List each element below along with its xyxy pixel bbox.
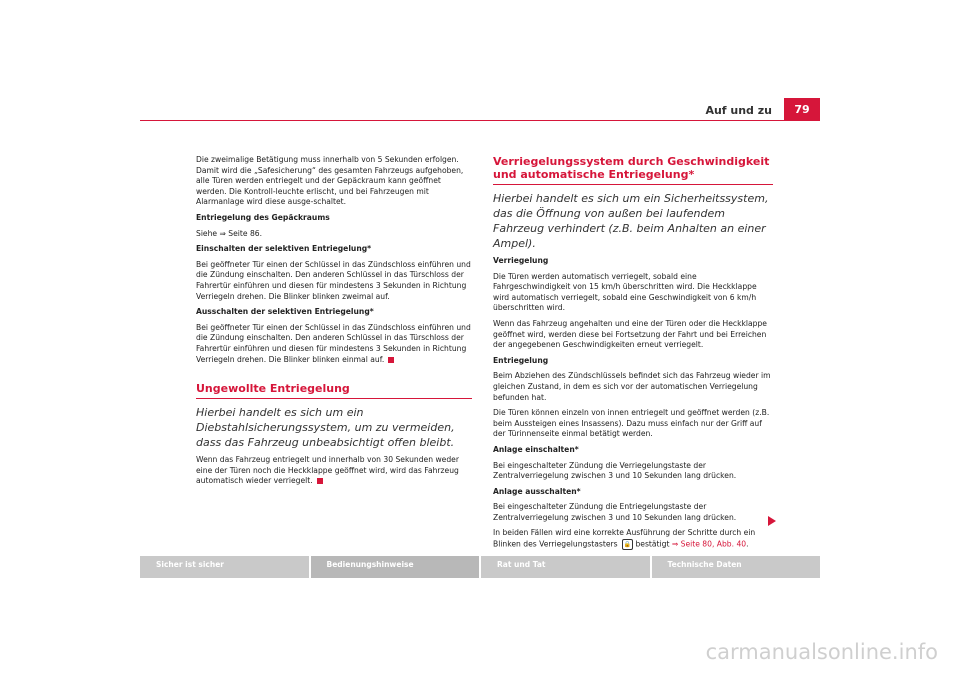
intro-paragraph: Die zweimalige Betätigung muss innerhalb von 5 Sekunden erfolgen. Damit wird die „Safesicherung“ des gesamten Fahrzeugs aufgehoben, alle Türen werden entriegelt und der Gepäckraum kann geöffnet werden. Die Kontroll-leuchte erlischt, und bei Fahrzeugen mit Alarmanlage wird diese ausge-schaltet. (196, 155, 464, 207)
subhead-trunk-release: Entriegelung des Gepäckraums (196, 212, 330, 222)
footer-nav (140, 556, 820, 578)
paragraph-unlocking-2: Die Türen können einzeln von innen entriegelt und geöffnet werden (z.B. beim Aussteigen eines Insassens). Dazu muss einfach nur der Griff auf der Türinnenseite einmal betätigt werden. (493, 408, 770, 439)
watermark: carmanualsonline.info (705, 640, 938, 664)
confirmation-text: In beiden Fällen wird eine korrekte Ausführung der Schritte durch ein Blinken des Verriegelungstasters (493, 528, 756, 549)
confirmation-end: . (746, 539, 749, 549)
right-column (493, 155, 773, 555)
paragraph-selective-off (196, 323, 472, 365)
paragraph-selective-off-text: Bei geöffneter Tür einen der Schlüssel in das Zündschloss einführen und die Zündung einschalten. Den anderen Schlüssel in das Türschloss der Fahrertür einführen und diesen für mindestens 3 Sekunden in Richtung Verriegeln drehen. Die Blinker blinken einmal auf. (196, 322, 471, 364)
paragraph-trunk-release: Siehe ⇒ Seite 86. (196, 228, 263, 238)
confirmation-verb: bestätigt (635, 539, 670, 549)
lead-speed-lock: Hierbei handelt es sich um ein Sicherheitssystem, das die Öffnung von außen bei laufendem Fahrzeug verhindert (z.B. beim Anhalten an einer Ampel). (493, 192, 769, 250)
subhead-unlocking: Entriegelung (493, 355, 549, 365)
paragraph-locking-1: Die Türen werden automatisch verriegelt, sobald eine Fahrgeschwindigkeit von 15 km/h überschritten wird. Die Heckklappe wird automatisch verriegelt, sobald eine Geschwindigkeit von 6 km/h überschritten wird. (493, 271, 757, 313)
subhead-locking: Verriegelung (493, 256, 549, 265)
lead-unintended-unlock: Hierbei handelt es sich um ein Diebstahlsicherungssystem, um zu vermeiden, dass das Fahrzeug unbeabsichtigt offen bleibt. (196, 406, 455, 450)
paragraph-unlocking-1: Beim Abziehen des Zündschlüssels befindet sich das Fahrzeug wieder im gleichen Zustand, in dem es sich vor der automatischen Verriegelung befunden hat. (493, 371, 771, 402)
page-header-title: Auf und zu (705, 104, 772, 117)
footer-tab-technical[interactable]: Technische Daten (652, 556, 821, 578)
footer-tab-operation[interactable]: Bedienungshinweise (311, 556, 480, 578)
header-divider (140, 120, 820, 121)
subhead-selective-off: Ausschalten der selektiven Entriegelung* (196, 307, 374, 317)
paragraph-selective-on: Bei geöffneter Tür einen der Schlüssel in das Zündschloss einführen und die Zündung einschalten. Den anderen Schlüssel in das Türschloss der Fahrertür einführen und diesen für mindestens 3 Sekunden in Richtung Verriegeln drehen. Die Blinker blinken zweimal auf. (196, 259, 471, 301)
section-title-speed-lock: Verriegelungssystem durch Geschwindigkeit und automatische Entriegelung* (493, 155, 773, 185)
lock-key-icon: 🔒 (623, 541, 632, 549)
subhead-system-on: Anlage einschalten* (493, 444, 579, 454)
page-reference-link[interactable]: ⇒ Seite 80, Abb. 40 (671, 539, 747, 549)
paragraph-locking-2: Wenn das Fahrzeug angehalten und eine der Türen oder die Heckklappe geöffnet wird, werden diese bei Fortsetzung der Fahrt und bei Erreichen der angegebenen Geschwindigkeiten erneut verriegelt. (493, 318, 767, 350)
footer-tab-safety[interactable]: Sicher ist sicher (140, 556, 309, 578)
page-number: 79 (784, 98, 820, 120)
subhead-system-off: Anlage ausschalten* (493, 486, 581, 496)
section-title-unintended-unlock: Ungewollte Entriegelung (196, 382, 472, 399)
paragraph-system-on: Bei eingeschalteter Zündung die Verriegelungstaste der Zentralverriegelung zwischen 3 und 10 Sekunden lang drücken. (493, 460, 737, 481)
subhead-selective-on: Einschalten der selektiven Entriegelung* (196, 244, 372, 254)
section-end-icon (388, 357, 394, 363)
paragraph-auto-relock-text: Wenn das Fahrzeug entriegelt und innerhalb von 30 Sekunden weder eine der Türen noch die Heckklappe geöffnet wird, wird das Fahrzeug automatisch wieder verriegelt. (196, 455, 459, 486)
paragraph-system-off: Bei eingeschalteter Zündung die Entriegelungstaste der Zentralverriegelung zwischen 3 und 10 Sekunden lang drücken. (493, 502, 737, 522)
next-page-arrow-icon[interactable] (768, 516, 776, 526)
paragraph-confirmation (493, 528, 773, 550)
paragraph-auto-relock (196, 455, 472, 487)
left-column (196, 155, 472, 492)
footer-tab-tips[interactable]: Rat und Tat (481, 556, 650, 578)
section-end-icon (317, 478, 323, 484)
